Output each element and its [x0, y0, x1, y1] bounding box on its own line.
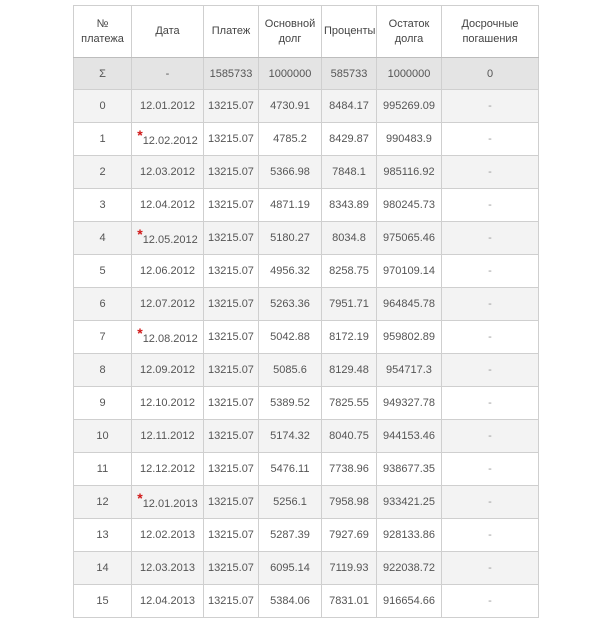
- date-text: 12.04.2013: [139, 595, 196, 607]
- cell-balance: 944153.46: [377, 420, 442, 453]
- cell-interest: 8429.87: [322, 123, 377, 156]
- cell-principal: 5085.6: [259, 354, 322, 387]
- cell-payment: 13215.07: [204, 90, 259, 123]
- table-row: [74, 222, 539, 255]
- table-row: [74, 255, 539, 288]
- cell-date: [132, 387, 204, 420]
- cell-date: [132, 222, 204, 255]
- cell-balance: 933421.25: [377, 486, 442, 519]
- summary-payment: 1585733: [204, 58, 259, 90]
- cell-payment: 13215.07: [204, 420, 259, 453]
- cell-interest: 8172.19: [322, 321, 377, 354]
- cell-interest: 7848.1: [322, 156, 377, 189]
- table-row: [74, 288, 539, 321]
- cell-interest: 8343.89: [322, 189, 377, 222]
- cell-payment: 13215.07: [204, 123, 259, 156]
- payment-schedule-table: [73, 5, 539, 618]
- cell-date: [132, 321, 204, 354]
- header-prepayment: Досрочные погашения: [442, 6, 539, 58]
- cell-date: [132, 354, 204, 387]
- cell-num: 11: [74, 453, 132, 486]
- cell-date: [132, 288, 204, 321]
- cell-principal: 5180.27: [259, 222, 322, 255]
- table-row: [74, 90, 539, 123]
- cell-balance: 995269.09: [377, 90, 442, 123]
- cell-prepayment: -: [442, 222, 539, 255]
- cell-num: 8: [74, 354, 132, 387]
- cell-prepayment: -: [442, 453, 539, 486]
- cell-date: [132, 585, 204, 618]
- cell-interest: 7825.55: [322, 387, 377, 420]
- cell-payment: 13215.07: [204, 453, 259, 486]
- table-row: [74, 552, 539, 585]
- cell-principal: 5389.52: [259, 387, 322, 420]
- cell-balance: 954717.3: [377, 354, 442, 387]
- cell-num: 1: [74, 123, 132, 156]
- cell-payment: 13215.07: [204, 387, 259, 420]
- asterisk-marker: *: [137, 490, 143, 506]
- date-text: 12.04.2012: [139, 199, 196, 211]
- cell-payment: 13215.07: [204, 222, 259, 255]
- header-interest: Проценты: [322, 6, 377, 58]
- cell-num: 0: [74, 90, 132, 123]
- cell-prepayment: -: [442, 90, 539, 123]
- cell-date: [132, 123, 204, 156]
- cell-prepayment: -: [442, 189, 539, 222]
- cell-num: 6: [74, 288, 132, 321]
- header-date: Дата: [132, 6, 204, 58]
- date-text: 12.03.2012: [139, 166, 196, 178]
- cell-interest: 7831.01: [322, 585, 377, 618]
- cell-payment: 13215.07: [204, 189, 259, 222]
- cell-num: 7: [74, 321, 132, 354]
- cell-balance: 949327.78: [377, 387, 442, 420]
- date-text: 12.12.2012: [139, 463, 196, 475]
- date-text: 12.05.2012: [142, 234, 198, 246]
- cell-date: [132, 189, 204, 222]
- cell-date: [132, 255, 204, 288]
- summary-principal: 1000000: [259, 58, 322, 90]
- cell-date: [132, 552, 204, 585]
- cell-num: 2: [74, 156, 132, 189]
- cell-payment: 13215.07: [204, 321, 259, 354]
- cell-date: [132, 453, 204, 486]
- table-row: [74, 321, 539, 354]
- cell-balance: 990483.9: [377, 123, 442, 156]
- header-payment-number: № платежа: [74, 6, 132, 58]
- cell-principal: 6095.14: [259, 552, 322, 585]
- cell-balance: 980245.73: [377, 189, 442, 222]
- cell-principal: 5256.1: [259, 486, 322, 519]
- date-text: 12.01.2012: [139, 100, 196, 112]
- cell-principal: 5263.36: [259, 288, 322, 321]
- summary-num: Σ: [74, 58, 132, 90]
- asterisk-marker: *: [137, 127, 143, 143]
- cell-balance: 964845.78: [377, 288, 442, 321]
- table-row: [74, 387, 539, 420]
- cell-prepayment: -: [442, 321, 539, 354]
- cell-prepayment: -: [442, 552, 539, 585]
- cell-balance: 975065.46: [377, 222, 442, 255]
- cell-prepayment: -: [442, 156, 539, 189]
- cell-date: [132, 90, 204, 123]
- asterisk-marker: *: [137, 325, 143, 341]
- cell-num: 4: [74, 222, 132, 255]
- summary-interest: 585733: [322, 58, 377, 90]
- header-balance: Остаток долга: [377, 6, 442, 58]
- cell-interest: 7958.98: [322, 486, 377, 519]
- cell-prepayment: -: [442, 354, 539, 387]
- summary-row: [74, 58, 539, 90]
- date-text: 12.06.2012: [139, 265, 196, 277]
- cell-payment: 13215.07: [204, 519, 259, 552]
- cell-principal: 5366.98: [259, 156, 322, 189]
- cell-interest: 8484.17: [322, 90, 377, 123]
- cell-date: [132, 519, 204, 552]
- cell-interest: 8034.8: [322, 222, 377, 255]
- date-text: 12.10.2012: [139, 397, 196, 409]
- table-row: [74, 420, 539, 453]
- cell-num: 10: [74, 420, 132, 453]
- table-row: [74, 123, 539, 156]
- date-text: 12.02.2012: [142, 135, 198, 147]
- asterisk-marker: *: [137, 226, 143, 242]
- date-text: 12.03.2013: [139, 562, 196, 574]
- cell-principal: 5042.88: [259, 321, 322, 354]
- cell-prepayment: -: [442, 420, 539, 453]
- cell-num: 13: [74, 519, 132, 552]
- cell-prepayment: -: [442, 255, 539, 288]
- cell-num: 14: [74, 552, 132, 585]
- date-text: 12.09.2012: [139, 364, 196, 376]
- table-row: [74, 585, 539, 618]
- cell-prepayment: -: [442, 486, 539, 519]
- summary-date: -: [132, 58, 204, 90]
- cell-balance: 916654.66: [377, 585, 442, 618]
- cell-interest: 7927.69: [322, 519, 377, 552]
- cell-date: [132, 156, 204, 189]
- header-payment: Платеж: [204, 6, 259, 58]
- cell-principal: 4956.32: [259, 255, 322, 288]
- cell-interest: 8258.75: [322, 255, 377, 288]
- cell-interest: 7951.71: [322, 288, 377, 321]
- cell-payment: 13215.07: [204, 486, 259, 519]
- table-row: [74, 156, 539, 189]
- header-row: [74, 6, 539, 58]
- payment-schedule: [73, 5, 538, 618]
- table-row: [74, 453, 539, 486]
- cell-prepayment: -: [442, 519, 539, 552]
- table-row: [74, 189, 539, 222]
- date-text: 12.07.2012: [139, 298, 196, 310]
- cell-principal: 5384.06: [259, 585, 322, 618]
- cell-num: 9: [74, 387, 132, 420]
- cell-balance: 959802.89: [377, 321, 442, 354]
- cell-payment: 13215.07: [204, 255, 259, 288]
- cell-principal: 4785.2: [259, 123, 322, 156]
- cell-prepayment: -: [442, 387, 539, 420]
- header-principal: Основной долг: [259, 6, 322, 58]
- cell-prepayment: -: [442, 288, 539, 321]
- summary-prepayment: 0: [442, 58, 539, 90]
- cell-payment: 13215.07: [204, 585, 259, 618]
- cell-interest: 7738.96: [322, 453, 377, 486]
- cell-payment: 13215.07: [204, 288, 259, 321]
- cell-payment: 13215.07: [204, 156, 259, 189]
- cell-interest: 8129.48: [322, 354, 377, 387]
- summary-balance: 1000000: [377, 58, 442, 90]
- cell-num: 15: [74, 585, 132, 618]
- cell-balance: 938677.35: [377, 453, 442, 486]
- cell-interest: 8040.75: [322, 420, 377, 453]
- cell-num: 12: [74, 486, 132, 519]
- cell-balance: 985116.92: [377, 156, 442, 189]
- cell-prepayment: -: [442, 123, 539, 156]
- date-text: 12.11.2012: [140, 430, 195, 442]
- date-text: 12.01.2013: [142, 498, 198, 510]
- cell-balance: 922038.72: [377, 552, 442, 585]
- cell-payment: 13215.07: [204, 354, 259, 387]
- table-row: [74, 354, 539, 387]
- cell-principal: 4871.19: [259, 189, 322, 222]
- cell-num: 3: [74, 189, 132, 222]
- table-row: [74, 519, 539, 552]
- cell-balance: 970109.14: [377, 255, 442, 288]
- table-row: [74, 486, 539, 519]
- date-text: 12.08.2012: [142, 333, 198, 345]
- cell-principal: 5174.32: [259, 420, 322, 453]
- cell-date: [132, 420, 204, 453]
- cell-prepayment: -: [442, 585, 539, 618]
- cell-principal: 5287.39: [259, 519, 322, 552]
- cell-num: 5: [74, 255, 132, 288]
- date-text: 12.02.2013: [139, 529, 196, 541]
- cell-principal: 5476.11: [259, 453, 322, 486]
- cell-interest: 7119.93: [322, 552, 377, 585]
- cell-principal: 4730.91: [259, 90, 322, 123]
- cell-balance: 928133.86: [377, 519, 442, 552]
- cell-date: [132, 486, 204, 519]
- cell-payment: 13215.07: [204, 552, 259, 585]
